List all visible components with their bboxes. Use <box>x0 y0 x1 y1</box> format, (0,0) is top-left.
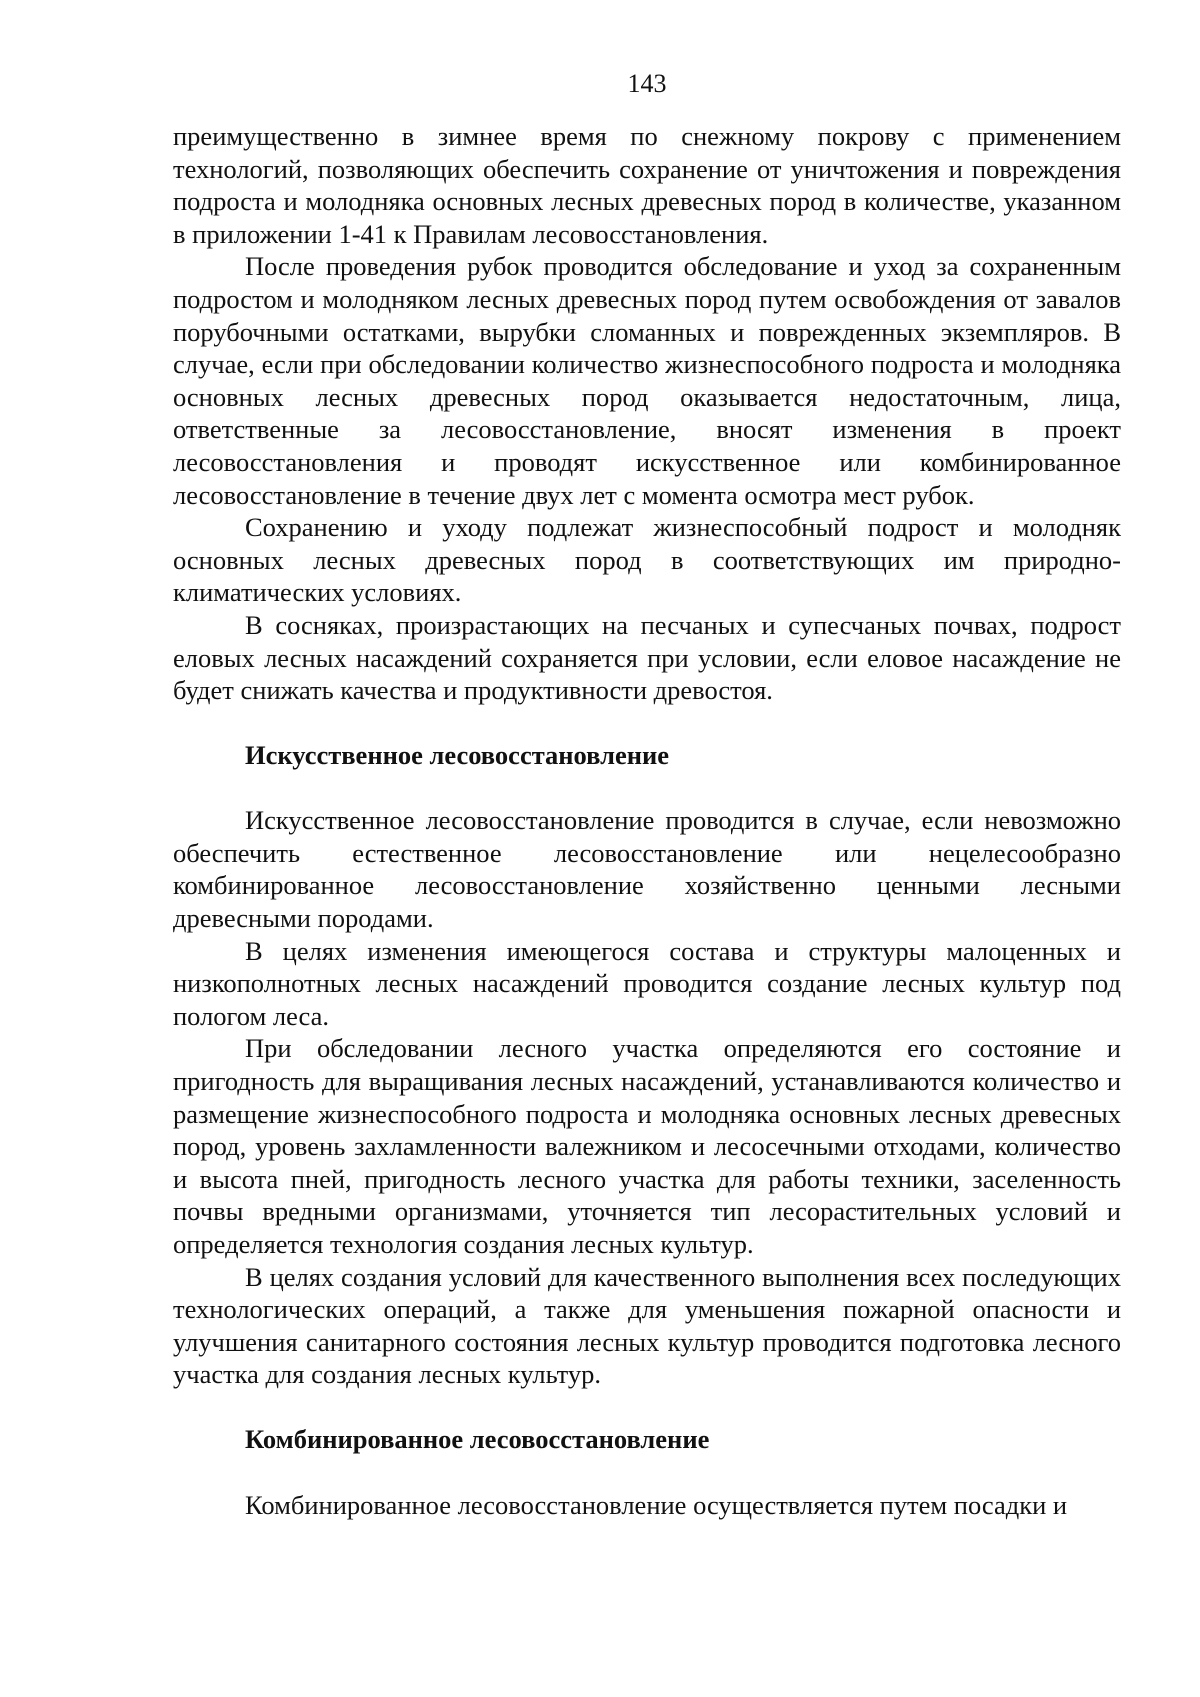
section-heading-combined: Комбинированное лесовосстановление <box>245 1423 710 1454</box>
paragraph: При обследовании лесного участка определяются его состояние и пригодность для выращивания лесных насаждений, устанавливаются количество и размещение жизнеспособного подроста и молодняка основных лесных древесных пород, уровень захламленности валежником и лесосечными отходами, количество и высота пней, пригодность лесного участка для работы техники, заселенность почвы вредными организмами, уточняется тип лесорастительных условий и определяется технология создания лесных культур. <box>173 1033 1121 1259</box>
paragraph: Искусственное лесовосстановление проводится в случае, если невозможно обеспечить естественное лесовосстановление или нецелесообразно комбинированное лесовосстановление хозяйственно ценными лесными древесными породами. <box>173 805 1121 934</box>
paragraph: В целях изменения имеющегося состава и структуры малоценных и низкополнотных лесных насаждений проводится создание лесных культур под пологом леса. <box>173 935 1121 1031</box>
spacer <box>173 771 1121 804</box>
page-number: 143 <box>627 69 667 98</box>
spacer <box>173 1456 1121 1489</box>
spacer <box>173 1391 1121 1423</box>
paragraph: В целях создания условий для качественного выполнения всех последующих технологических операций, а также для уменьшения пожарной опасности и улучшения санитарного состояния лесных культур проводится подготовка лесного участка для создания лесных культур. <box>173 1261 1121 1390</box>
page-body <box>173 120 1121 1521</box>
paragraph: Сохранению и уходу подлежат жизнеспособный подрост и молодняк основных лесных древесных пород в соответствующих им природно-климатических условиях. <box>173 512 1121 608</box>
paragraph: После проведения рубок проводится обследование и уход за сохраненным подростом и молодняком лесных древесных пород путем освобождения от завалов порубочными остатками, вырубки сломанных и поврежденных экземпляров. В случае, если при обследовании количество жизнеспособного подроста и молодняка основных лесных древесных пород оказывается недостаточным, лица, ответственные за лесовосстановление, вносят изменения в проект лесовосстановления и проводят искусственное или комбинированное лесовосстановление в течение двух лет с момента осмотра мест рубок. <box>173 251 1121 510</box>
paragraph: В сосняках, произрастающих на песчаных и супесчаных почвах, подрост еловых лесных насаждений сохраняется при условии, если еловое насаждение не будет снижать качества и продуктивности древостоя. <box>173 609 1121 706</box>
paragraph: Комбинированное лесовосстановление осуществляется путем посадки и <box>245 1489 1068 1520</box>
paragraph-continued: преимущественно в зимнее время по снежному покрову с применением технологий, позволяющих обеспечить сохранение от уничтожения и повреждения подроста и молодняка основных лесных древесных пород в количестве, указанном в приложении 1-41 к Правилам лесовосстановления. <box>173 121 1121 249</box>
spacer <box>173 707 1121 739</box>
section-heading-artificial: Искусственное лесовосстановление <box>245 739 670 770</box>
